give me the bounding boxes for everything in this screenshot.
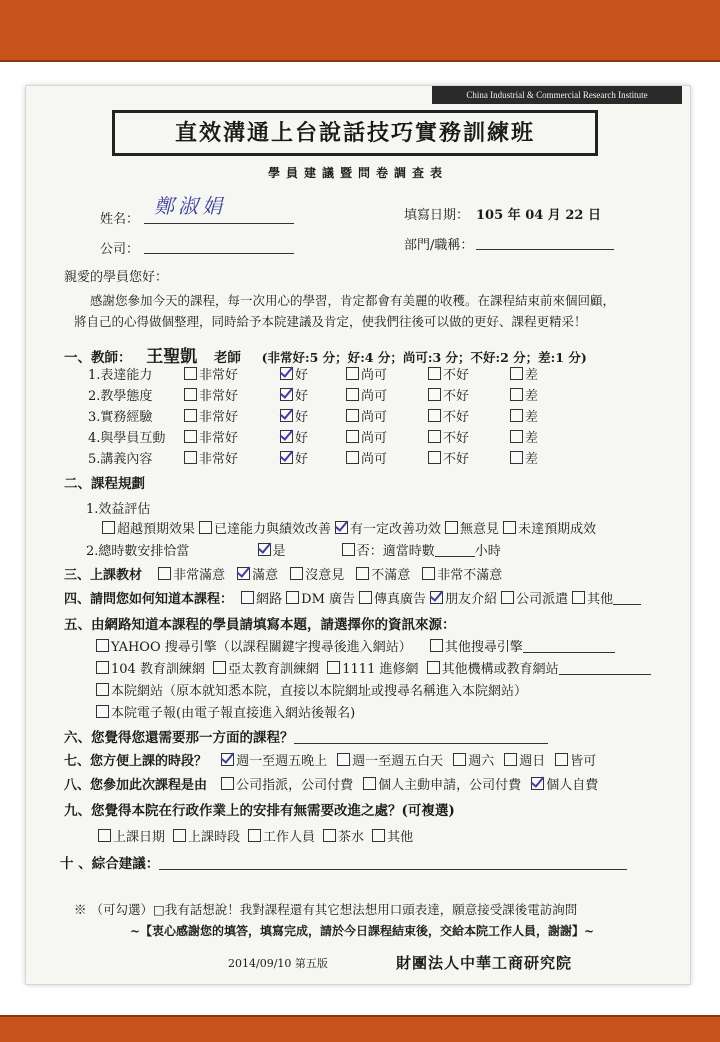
rating-row-label: 5.講義內容 <box>88 452 153 467</box>
teacher-suffix: 老師 <box>213 350 241 366</box>
1111-option[interactable]: 1111 進修網 <box>327 662 418 677</box>
survey-form-sheet <box>26 86 690 984</box>
rating-3-1-checkbox[interactable] <box>184 409 197 422</box>
optional-callback-note: ※ （可勾選）□我有話想說！我對課程還有其它想法想用口頭表達，願意接受課後電訪詢問 <box>74 902 578 917</box>
rating-4-5-option[interactable] <box>510 431 538 446</box>
material-4-label: 不滿意 <box>371 568 411 583</box>
rating-4-1-checkbox[interactable] <box>184 430 197 443</box>
section-7-heading: 七、您方便上課的時段？ <box>64 754 208 769</box>
timeslot-2-option[interactable] <box>337 754 443 769</box>
institute-name: 財團法人中華工商研究院 <box>396 954 573 972</box>
effectiveness-5-checkbox[interactable] <box>503 521 516 534</box>
rating-row-2-cell <box>184 385 238 404</box>
yahoo-option[interactable]: YAHOO 搜尋引擎（以課程關鍵字搜尋後進入網站） <box>96 640 412 655</box>
rating-5-5-checkbox[interactable] <box>510 451 523 464</box>
yahoo-checkbox[interactable] <box>96 639 109 652</box>
rating-4-5-checkbox[interactable] <box>510 430 523 443</box>
rating-5-2-checkbox[interactable] <box>280 451 293 464</box>
section-8-row <box>64 774 598 793</box>
rating-row-4-cell <box>280 427 308 446</box>
name-handwritten: 鄭淑娟 <box>154 194 226 218</box>
rating-3-2-checkbox[interactable] <box>280 409 293 422</box>
rating-3-1-option[interactable] <box>184 410 238 425</box>
rating-5-5-option[interactable] <box>510 452 538 467</box>
source-3-label: 傳真廣告 <box>374 592 427 607</box>
admin-5-option[interactable] <box>372 830 413 845</box>
rating-4-2-checkbox[interactable] <box>280 430 293 443</box>
rating-row-3-cell <box>428 406 469 425</box>
payment-2-checkbox[interactable] <box>363 777 376 790</box>
form-version: 2014/09/10 第五版 <box>228 957 328 970</box>
effectiveness-2-option[interactable] <box>199 522 331 537</box>
rating-1-3-checkbox[interactable] <box>346 367 359 380</box>
source-2-option[interactable] <box>286 592 355 607</box>
rating-5-3-label: 尚可 <box>361 452 388 467</box>
timeslot-1-option[interactable] <box>221 754 327 769</box>
effectiveness-options <box>98 518 596 537</box>
general-suggestion-field[interactable] <box>159 869 627 870</box>
rating-3-2-label: 好 <box>295 410 309 425</box>
source-3-option[interactable] <box>359 592 426 607</box>
material-1-label: 非常滿意 <box>173 568 226 583</box>
section-9-heading: 九、您覺得本院在行政作業上的安排有無需要改進之處？(可複選) <box>64 803 455 819</box>
material-4-checkbox[interactable] <box>356 567 369 580</box>
timeslot-5-label: 皆可 <box>570 754 597 769</box>
dept-field[interactable] <box>476 233 614 250</box>
other-site-option[interactable]: 其他機構或教育網站 <box>427 662 559 677</box>
company-label: 公司： <box>100 242 140 257</box>
rating-4-3-option[interactable] <box>346 431 387 446</box>
rating-2-1-checkbox[interactable] <box>184 388 197 401</box>
rating-5-5-label: 差 <box>525 452 539 467</box>
teacher-name: 王聖凱 <box>146 347 198 367</box>
rating-1-5-label: 差 <box>525 368 539 383</box>
104-checkbox[interactable] <box>96 661 109 674</box>
rating-row-5-cell <box>428 448 469 467</box>
date-value: 105 年 04 月 22 日 <box>476 208 601 223</box>
rating-2-2-checkbox[interactable] <box>280 388 293 401</box>
effectiveness-4-option[interactable] <box>445 522 499 537</box>
rating-2-2-label: 好 <box>295 389 309 404</box>
q-effectiveness: 1.效益評估 <box>86 502 151 517</box>
section-8-heading: 八、您參加此次課程是由 <box>64 778 208 793</box>
timeslot-5-option[interactable] <box>555 754 596 769</box>
other-source-field[interactable] <box>613 604 641 605</box>
admin-1-label: 上課日期 <box>113 830 166 845</box>
rating-5-4-label: 不好 <box>443 452 470 467</box>
admin-4-option[interactable] <box>323 830 364 845</box>
source-5-label: 公司派遣 <box>516 592 569 607</box>
hours-no-option[interactable]: 否：適當時數 小時 <box>342 544 501 559</box>
rating-row-3-cell <box>510 406 538 425</box>
other-engine-field[interactable] <box>523 652 615 653</box>
admin-2-option[interactable] <box>173 830 240 845</box>
rating-1-1-option[interactable] <box>184 368 238 383</box>
rating-2-2-option[interactable] <box>280 389 308 404</box>
material-3-checkbox[interactable] <box>290 567 303 580</box>
intro-line-2: 將自己的心得做個整理，同時給予本院建議及肯定，使我們往後可以做的更好、課程更精采！ <box>74 314 587 329</box>
payment-2-label: 個人主動申請，公司付費 <box>378 778 522 793</box>
material-5-checkbox[interactable] <box>422 567 435 580</box>
rating-4-4-label: 不好 <box>443 431 470 446</box>
section-4-heading: 四、請問您如何知道本課程： <box>64 592 234 607</box>
timeslot-4-checkbox[interactable] <box>504 753 517 766</box>
rating-2-3-option[interactable] <box>346 389 387 404</box>
material-2-label: 滿意 <box>252 568 279 583</box>
other-engine-checkbox[interactable] <box>430 639 443 652</box>
rating-row-2-cell <box>280 385 308 404</box>
desired-course-field[interactable] <box>294 743 548 744</box>
date-label: 填寫日期： <box>404 208 470 223</box>
rating-3-5-checkbox[interactable] <box>510 409 523 422</box>
rating-5-4-checkbox[interactable] <box>428 451 441 464</box>
admin-1-option[interactable] <box>98 830 165 845</box>
name-label: 姓名： <box>100 212 140 227</box>
rating-4-4-option[interactable] <box>428 431 469 446</box>
rating-3-4-checkbox[interactable] <box>428 409 441 422</box>
rating-5-3-checkbox[interactable] <box>346 451 359 464</box>
admin-5-checkbox[interactable] <box>372 829 385 842</box>
payment-1-label: 公司指派，公司付費 <box>236 778 354 793</box>
source-3-checkbox[interactable] <box>359 591 372 604</box>
source-2-label: DM 廣告 <box>301 592 356 607</box>
admin-5-label: 其他 <box>387 830 414 845</box>
other-site-checkbox[interactable] <box>427 661 440 674</box>
admin-2-label: 上課時段 <box>188 830 241 845</box>
rating-row-3-cell <box>280 406 308 425</box>
timeslot-2-checkbox[interactable] <box>337 753 350 766</box>
greeting: 親愛的學員您好： <box>64 270 169 285</box>
rating-row-5-cell <box>510 448 538 467</box>
institute-site-checkbox[interactable] <box>96 683 109 696</box>
newsletter-checkbox[interactable] <box>96 705 109 718</box>
rating-row-4-cell <box>428 427 469 446</box>
source-1-option[interactable] <box>241 592 282 607</box>
section-6-heading: 六、您覺得您還需要那一方面的課程？ <box>64 726 548 746</box>
rating-row-4-cell <box>346 427 387 446</box>
rating-1-4-option[interactable] <box>428 368 469 383</box>
rating-2-5-label: 差 <box>525 389 539 404</box>
section-2-heading: 二、課程規劃 <box>64 476 145 492</box>
q-hours-row <box>86 540 501 559</box>
effectiveness-4-label: 無意見 <box>460 522 500 537</box>
source-line-2 <box>96 658 651 677</box>
source-6-label: 其他 <box>587 592 614 607</box>
rating-3-3-checkbox[interactable] <box>346 409 359 422</box>
source-2-checkbox[interactable] <box>286 591 299 604</box>
asia-pacific-checkbox[interactable] <box>213 661 226 674</box>
rating-1-1-checkbox[interactable] <box>184 367 197 380</box>
payment-2-option[interactable] <box>363 778 521 793</box>
timeslot-2-label: 週一至週五白天 <box>352 754 444 769</box>
rating-row-1-cell <box>280 364 308 383</box>
admin-1-checkbox[interactable] <box>98 829 111 842</box>
effectiveness-3-label: 有一定改善功效 <box>350 522 442 537</box>
rating-1-1-label: 非常好 <box>199 368 239 383</box>
effectiveness-2-label: 已達能力與績效改善 <box>214 522 332 537</box>
material-5-option[interactable] <box>422 568 502 583</box>
hours-field[interactable] <box>435 556 475 557</box>
rating-row-2-cell <box>346 385 387 404</box>
dept-label: 部門/職稱： <box>404 238 474 253</box>
source-6-checkbox[interactable] <box>572 591 585 604</box>
rating-1-3-option[interactable] <box>346 368 387 383</box>
rating-2-3-label: 尚可 <box>361 389 388 404</box>
section-1-title: 一、教師： <box>64 350 132 366</box>
institute-english-name: China Industrial & Commercial Research Institute <box>432 86 682 104</box>
rating-row-1-cell <box>346 364 387 383</box>
intro-line-1: 感謝您參加今天的課程，每一次用心的學習，肯定都會有美麗的收穫。在課程結束前來個回顧， <box>90 293 616 308</box>
rating-2-5-option[interactable] <box>510 389 538 404</box>
rating-3-5-option[interactable] <box>510 410 538 425</box>
material-4-option[interactable] <box>356 568 410 583</box>
section-7-row <box>64 750 596 769</box>
rating-3-5-label: 差 <box>525 410 539 425</box>
rating-5-1-checkbox[interactable] <box>184 451 197 464</box>
104-option[interactable]: 104 教育訓練網 <box>96 662 205 677</box>
effectiveness-2-checkbox[interactable] <box>199 521 212 534</box>
timeslot-3-checkbox[interactable] <box>453 753 466 766</box>
source-line-4[interactable] <box>96 702 355 721</box>
rating-2-3-checkbox[interactable] <box>346 388 359 401</box>
rating-3-4-label: 不好 <box>443 410 470 425</box>
rating-row-label: 1.表達能力 <box>88 368 153 383</box>
rating-2-4-label: 不好 <box>443 389 470 404</box>
material-3-label: 沒意見 <box>305 568 345 583</box>
timeslot-3-option[interactable] <box>453 754 494 769</box>
material-2-checkbox[interactable] <box>237 567 250 580</box>
source-6-option[interactable] <box>572 592 613 607</box>
effectiveness-5-option[interactable] <box>503 522 596 537</box>
rating-1-3-label: 尚可 <box>361 368 388 383</box>
other-site-field[interactable] <box>559 674 651 675</box>
rating-5-2-option[interactable] <box>280 452 308 467</box>
hours-yes-checkbox[interactable] <box>258 543 271 556</box>
top-orange-band <box>0 0 720 62</box>
rating-row-label: 2.教學態度 <box>88 389 153 404</box>
material-3-option[interactable] <box>290 568 344 583</box>
admin-3-option[interactable] <box>248 830 315 845</box>
rating-row-1-cell <box>510 364 538 383</box>
rating-2-1-option[interactable] <box>184 389 238 404</box>
rating-2-4-checkbox[interactable] <box>428 388 441 401</box>
effectiveness-1-checkbox[interactable] <box>102 521 115 534</box>
company-field[interactable] <box>144 237 294 254</box>
timeslot-3-label: 週六 <box>468 754 495 769</box>
rating-5-3-option[interactable] <box>346 452 387 467</box>
rating-row-2-cell <box>428 385 469 404</box>
rating-3-2-option[interactable] <box>280 410 308 425</box>
timeslot-1-checkbox[interactable] <box>221 753 234 766</box>
rating-4-1-option[interactable] <box>184 431 238 446</box>
rating-1-5-checkbox[interactable] <box>510 367 523 380</box>
rating-4-1-label: 非常好 <box>199 431 239 446</box>
source-4-option[interactable] <box>430 592 497 607</box>
rating-row-5-cell <box>346 448 387 467</box>
rating-1-2-label: 好 <box>295 368 309 383</box>
form-title: 直效溝通上台說話技巧實務訓練班 <box>112 110 598 156</box>
admin-3-checkbox[interactable] <box>248 829 261 842</box>
effectiveness-1-option[interactable] <box>102 522 195 537</box>
hours-no-checkbox[interactable] <box>342 543 355 556</box>
rating-4-4-checkbox[interactable] <box>428 430 441 443</box>
rating-5-4-option[interactable] <box>428 452 469 467</box>
payment-1-checkbox[interactable] <box>221 777 234 790</box>
q-hours: 2.總時數安排恰當 <box>86 544 190 559</box>
payment-3-option[interactable] <box>531 778 598 793</box>
effectiveness-3-option[interactable] <box>335 522 441 537</box>
source-4-checkbox[interactable] <box>430 591 443 604</box>
rating-row-label: 4.與學員互動 <box>88 431 166 446</box>
rating-row-3-cell <box>346 406 387 425</box>
rating-1-2-checkbox[interactable] <box>280 367 293 380</box>
admin-4-checkbox[interactable] <box>323 829 336 842</box>
asia-pacific-option[interactable]: 亞太教育訓練網 <box>213 662 319 677</box>
timeslot-1-label: 週一至週五晚上 <box>236 754 328 769</box>
effectiveness-3-checkbox[interactable] <box>335 521 348 534</box>
rating-3-4-option[interactable] <box>428 410 469 425</box>
payment-3-label: 個人自費 <box>546 778 599 793</box>
rating-3-3-option[interactable] <box>346 410 387 425</box>
thanks-note: ~【衷心感謝您的填答，填寫完成，請於今日課程結束後，交給本院工作人員，謝謝】~ <box>130 924 595 938</box>
payment-1-option[interactable] <box>221 778 353 793</box>
source-5-option[interactable] <box>501 592 568 607</box>
section-10-heading: 十 、綜合建議： <box>60 852 627 872</box>
rating-2-5-checkbox[interactable] <box>510 388 523 401</box>
rating-4-3-label: 尚可 <box>361 431 388 446</box>
rating-4-3-checkbox[interactable] <box>346 430 359 443</box>
rating-row-1-cell <box>428 364 469 383</box>
rating-row-5-cell <box>280 448 308 467</box>
effectiveness-5-label: 未達預期成效 <box>518 522 597 537</box>
rating-4-2-label: 好 <box>295 431 309 446</box>
source-1-checkbox[interactable] <box>241 591 254 604</box>
rating-1-2-option[interactable] <box>280 368 308 383</box>
rating-2-1-label: 非常好 <box>199 389 239 404</box>
material-1-option[interactable] <box>158 568 225 583</box>
material-5-label: 非常不滿意 <box>437 568 503 583</box>
rating-5-1-option[interactable] <box>184 452 238 467</box>
rating-4-5-label: 差 <box>525 431 539 446</box>
source-4-label: 朋友介紹 <box>445 592 498 607</box>
hours-yes-option[interactable]: 是 <box>258 544 286 559</box>
section-3-heading: 三、上課教材 <box>64 568 143 583</box>
timeslot-4-option[interactable] <box>504 754 545 769</box>
1111-checkbox[interactable] <box>327 661 340 674</box>
rating-5-2-label: 好 <box>295 452 309 467</box>
source-5-checkbox[interactable] <box>501 591 514 604</box>
rating-1-5-option[interactable] <box>510 368 538 383</box>
rating-2-4-option[interactable] <box>428 389 469 404</box>
rating-3-3-label: 尚可 <box>361 410 388 425</box>
admin-2-checkbox[interactable] <box>173 829 186 842</box>
source-line-3[interactable] <box>96 680 527 699</box>
effectiveness-1-label: 超越預期效果 <box>117 522 196 537</box>
material-1-checkbox[interactable] <box>158 567 171 580</box>
rating-row-5-cell <box>184 448 238 467</box>
rating-row-3-cell <box>184 406 238 425</box>
timeslot-5-checkbox[interactable] <box>555 753 568 766</box>
rating-row-1-cell <box>184 364 238 383</box>
rating-scale: (非常好:5 分；好:4 分；尚可:3 分；不好:2 分；差:1 分) <box>261 350 587 365</box>
material-2-option[interactable] <box>237 568 278 583</box>
form-subtitle: 學員建議暨問卷調查表 <box>267 166 448 180</box>
rating-3-1-label: 非常好 <box>199 410 239 425</box>
bottom-orange-band <box>0 1015 720 1042</box>
rating-row-label: 3.實務經驗 <box>88 410 153 425</box>
timeslot-4-label: 週日 <box>519 754 546 769</box>
admin-4-label: 茶水 <box>338 830 365 845</box>
effectiveness-4-checkbox[interactable] <box>445 521 458 534</box>
rating-row-2-cell <box>510 385 538 404</box>
admin-options <box>90 826 413 845</box>
rating-1-4-checkbox[interactable] <box>428 367 441 380</box>
rating-row-4-cell <box>184 427 238 446</box>
section-5-heading: 五、由網路知道本課程的學員請填寫本題，請選擇你的資訊來源： <box>64 617 456 633</box>
institute-site-label: 本院網站（原本就知悉本院，直接以本院網址或搜尋名稱進入本院網站） <box>111 684 528 699</box>
rating-row-4-cell <box>510 427 538 446</box>
section-4-row <box>64 588 641 607</box>
newsletter-label: 本院電子報(由電子報直接進入網站後報名) <box>111 706 356 721</box>
admin-3-label: 工作人員 <box>263 830 316 845</box>
other-engine-option[interactable]: 其他搜尋引擎 <box>430 640 523 655</box>
section-3-row <box>64 564 502 583</box>
rating-1-4-label: 不好 <box>443 368 470 383</box>
rating-5-1-label: 非常好 <box>199 452 239 467</box>
rating-4-2-option[interactable] <box>280 431 308 446</box>
payment-3-checkbox[interactable] <box>531 777 544 790</box>
source-line-1 <box>96 636 615 655</box>
source-1-label: 網路 <box>256 592 283 607</box>
